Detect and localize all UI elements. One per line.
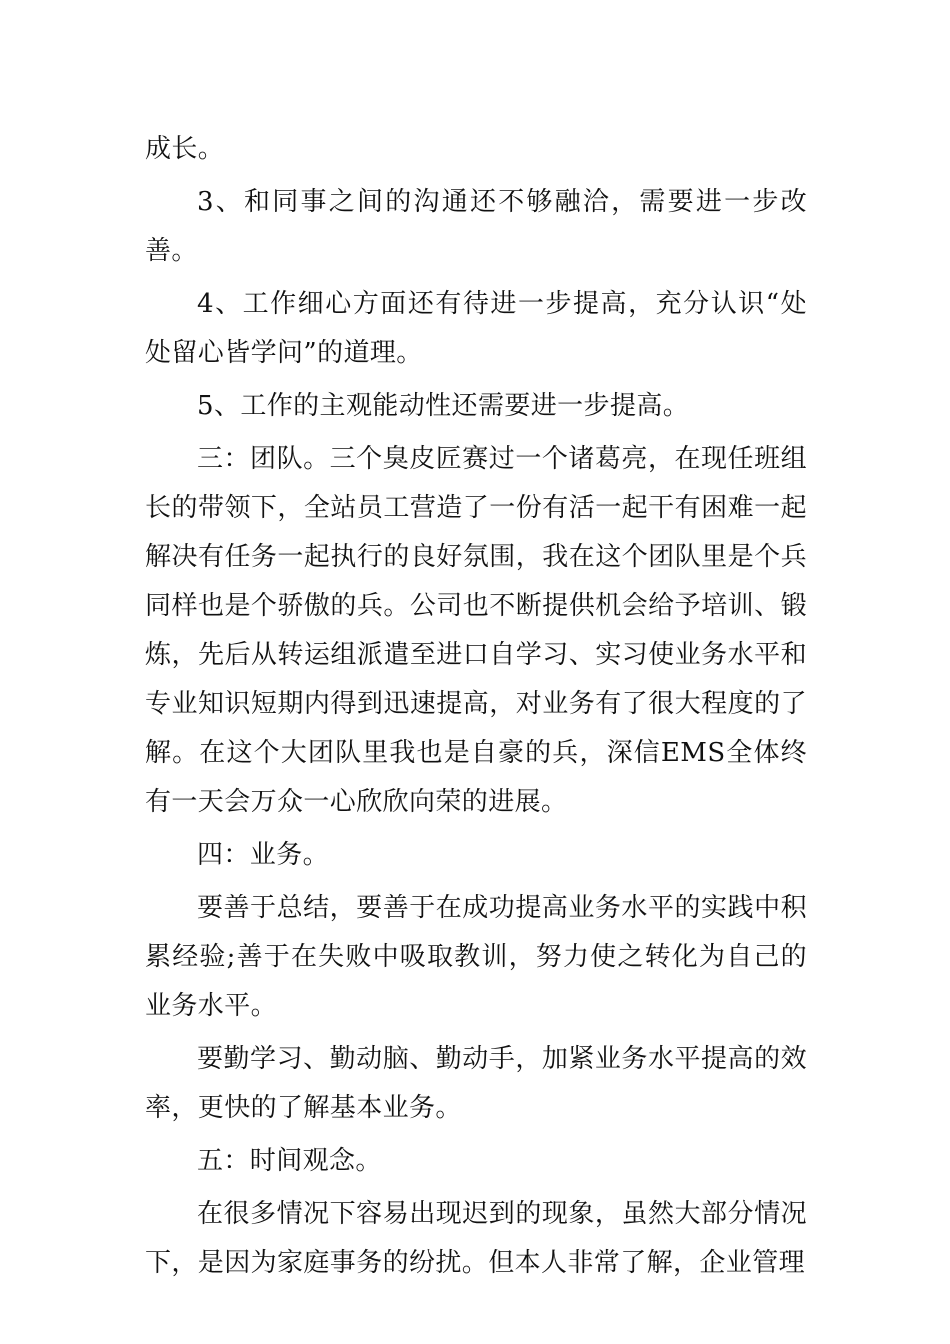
paragraph-item-4: 4、工作细心方面还有待进一步提高，充分认识“处处留心皆学问”的道理。 (145, 289, 807, 368)
paragraph-continuation: 成长。 (145, 134, 225, 164)
section-heading-time: 五：时间观念。 (197, 1146, 382, 1176)
paragraph-time: 在很多情况下容易出现迟到的现象，虽然大部分情况下，是因为家庭事务的纷扰。但本人非常了解，企业管理 (145, 1199, 807, 1278)
paragraph-business-study: 要勤学习、勤动脑、勤动手，加紧业务水平提高的效率，更快的了解基本业务。 (145, 1044, 807, 1123)
paragraph-business-summary: 要善于总结，要善于在成功提高业务水平的实践中积累经验;善于在失败中吸取教训，努力使之转化为自己的业务水平。 (145, 893, 807, 1021)
paragraph-team: 三：团队。三个臭皮匠赛过一个诸葛亮，在现任班组长的带领下，全站员工营造了一份有活一起干有困难一起解决有任务一起执行的良好氛围，我在这个团队里是个兵同样也是个骄傲的兵。公司也不断提供机会给予培训、锻炼，先后从转运组派遣至进口自学习、实习使业务水平和专业知识短期内得到迅速提高，对业务有了很大程度的了解。在这个大团队里我也是自豪的兵，深信EMS全体终有一天会万众一心欣欣向荣的进展。 (145, 444, 807, 817)
paragraph-item-5: 5、工作的主观能动性还需要进一步提高。 (197, 391, 690, 421)
document-body (145, 125, 807, 1292)
section-heading-business: 四：业务。 (197, 840, 330, 870)
paragraph-item-3: 3、和同事之间的沟通还不够融洽，需要进一步改善。 (145, 187, 807, 266)
